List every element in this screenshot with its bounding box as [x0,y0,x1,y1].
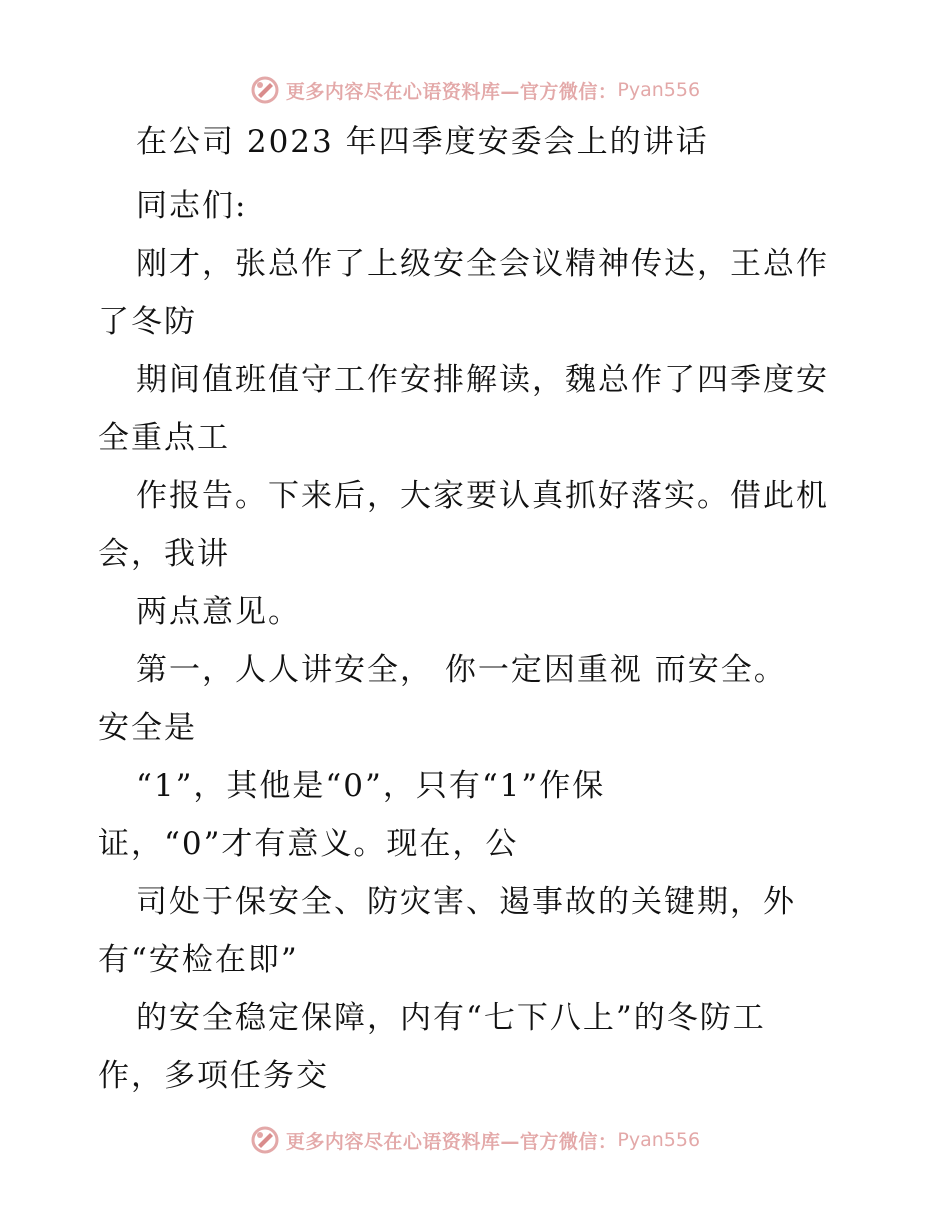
paragraph-line: 第一，人人讲安全， 你一定因重视 而安全。 [136,652,787,688]
header-watermark [0,70,950,110]
paragraph-line: 的安全稳定保障，内有“七下八上”的冬防工 [136,1000,766,1036]
paragraph-line: 有“安检在即” [98,942,299,978]
footer-watermark [0,1120,950,1160]
watermark-text: 更多内容尽在心语资料库—官方微信： [285,80,618,103]
paragraph-line: 全重点工 [98,420,230,456]
paragraph-line: 期间值班值守工作安排解读，魏总作了四季度安 [136,362,829,398]
watermark-id: Pyan556 [617,1129,701,1151]
paragraph-line: 司处于保安全、防灾害、遏事故的关键期，外 [136,884,796,920]
paragraph-line: 作，多项任务交 [98,1058,329,1094]
watermark-id: Pyan556 [617,79,701,101]
paragraph-line: 两点意见。 [136,594,301,630]
seal-logo-icon [250,75,280,105]
watermark-text: 更多内容尽在心语资料库—官方微信： [285,1130,618,1153]
document-title: 在公司 2023 年四季度安委会上的讲话 [136,124,709,160]
paragraph-line: 安全是 [98,710,197,746]
seal-logo-icon [250,1125,280,1155]
paragraph-line: 会，我讲 [98,536,230,572]
paragraph-line: 了冬防 [98,304,197,340]
paragraph-line: 作报告。下来后，大家要认真抓好落实。借此机 [136,478,829,514]
paragraph-line: “1”，其他是“0”，只有“1”作保 [136,768,606,804]
paragraph-line: 证，“0”才有意义。现在，公 [98,826,519,862]
paragraph-line: 刚才，张总作了上级安全会议精神传达，王总作 [136,246,829,282]
salutation: 同志们: [136,188,248,224]
